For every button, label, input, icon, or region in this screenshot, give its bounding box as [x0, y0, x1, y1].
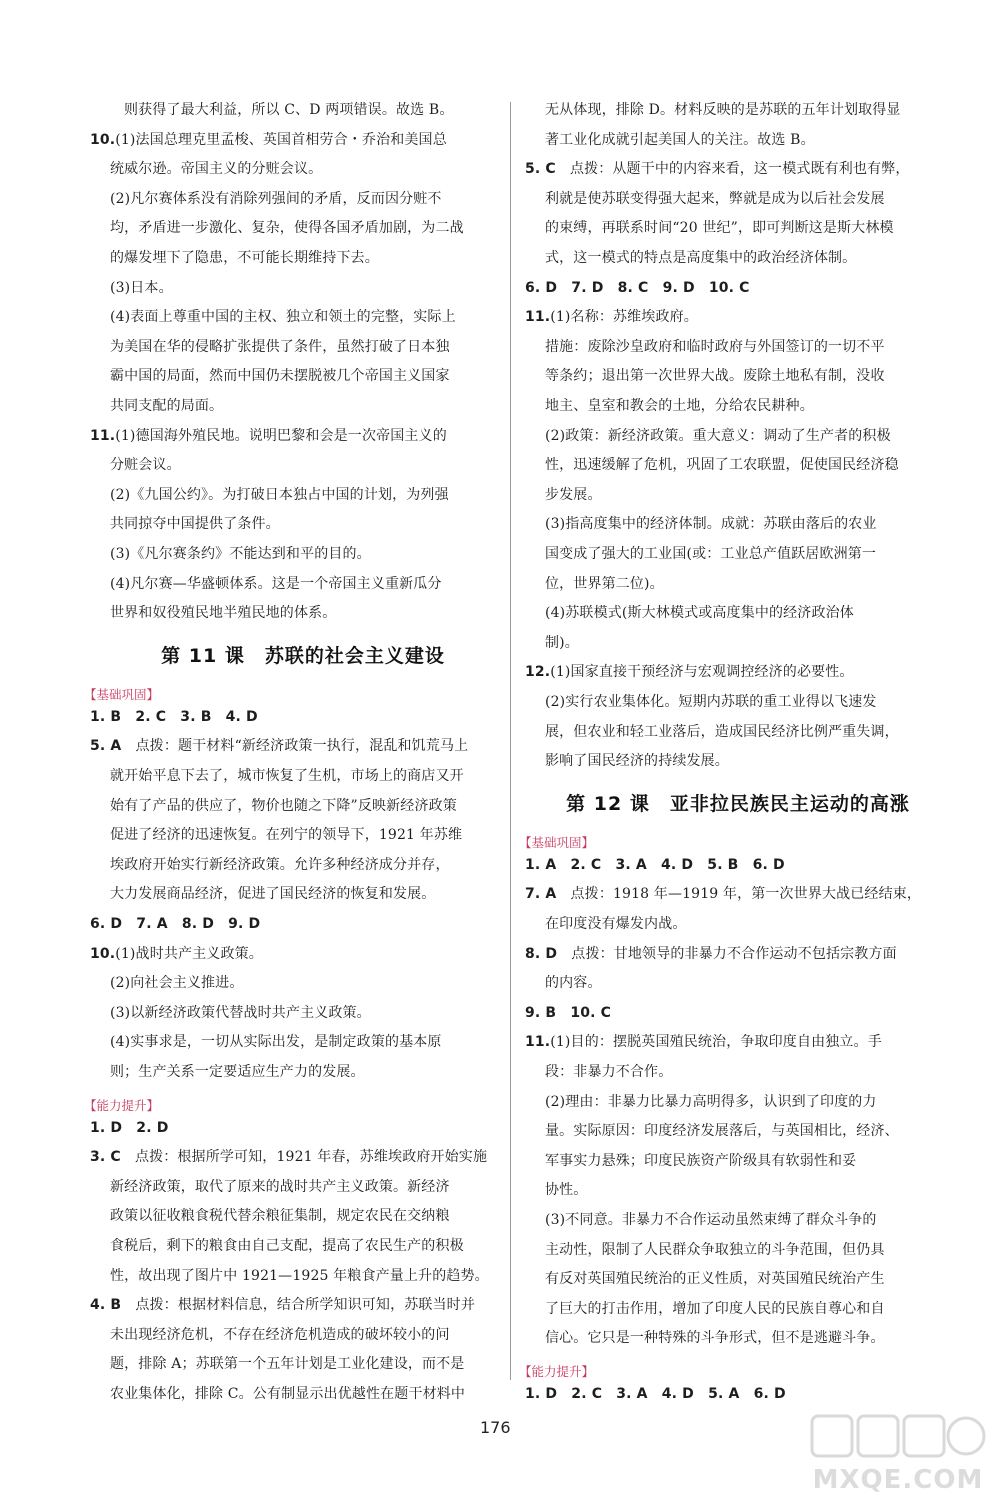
answer-text: 1. A 2. C 3. A 4. D 5. B 6. D [525, 856, 785, 873]
answer-text: 点拨：根据材料信息，结合所学知识可知，苏联当时并 [121, 1297, 475, 1314]
answer-text: (2)政策：新经济政策。重大意义：调动了生产者的积极 [545, 427, 891, 444]
answer-text: 著工业化成就引起美国人的关注。故选 B。 [545, 131, 815, 148]
answer-line [110, 1384, 465, 1404]
question-number: 11. [525, 1034, 551, 1051]
answer-text: (1)战时共产主义政策。 [115, 945, 263, 962]
answer-line [525, 1032, 882, 1052]
answer-line [110, 825, 462, 845]
answer-text: 分赃会议。 [110, 457, 181, 474]
answer-text: 均，矛盾进一步激化、复杂，使得各国矛盾加剧，为二战 [110, 220, 464, 237]
answer-text: 共同支配的局面。 [110, 398, 224, 414]
answer-line [110, 1062, 365, 1082]
answer-text: (2)理由：非暴力比暴力高明得多，认识到了印度的力 [545, 1093, 877, 1110]
answer-line [545, 426, 891, 446]
answer-line [90, 736, 468, 756]
answer-text: 则获得了最大利益，所以 C、D 两项错误。故选 B。 [124, 102, 454, 118]
answer-text: 性，迅速缓解了危机，巩固了工农联盟，促使国民经济稳 [545, 457, 899, 474]
question-number: 8. D [525, 945, 558, 962]
answer-text: 点拨：1918 年—1919 年，第一次世界大战已经结束， [556, 886, 922, 903]
answer-line [545, 751, 729, 771]
answer-key-line [525, 1003, 611, 1023]
answer-line [545, 1180, 587, 1200]
answer-text: (3)不同意。非暴力不合作运动虽然束缚了群众斗争的 [545, 1212, 877, 1228]
answer-line [110, 574, 442, 594]
answer-line [90, 1295, 475, 1315]
answer-text: 措施：废除沙皇政府和临时政府与外国签订的一切不平 [545, 338, 885, 355]
answer-text: (4)苏联模式(斯大林模式或高度集中的经济政治体 [545, 605, 854, 622]
answer-line [110, 307, 456, 327]
answer-key-line [90, 914, 260, 934]
lesson-title: 第 11 课 苏联的社会主义建设 [161, 644, 445, 667]
answer-line [110, 396, 223, 416]
answer-text: 6. D 7. A 8. D 9. D [90, 916, 261, 932]
answer-text: 始有了产品的供应了，物价也随之下降”反映新经济政策 [110, 797, 457, 814]
answer-line [545, 1210, 877, 1230]
answer-text: 的爆发埋下了隐患，不可能长期维持下去。 [110, 250, 379, 266]
answer-line [545, 692, 877, 712]
answer-line [525, 307, 698, 327]
answer-line [110, 1032, 442, 1052]
answer-line [110, 366, 450, 386]
answer-text: (4)表面上尊重中国的主权、独立和领土的完整，实际上 [110, 309, 456, 326]
answer-text: 6. D 7. D 8. C 9. D 10. C [525, 279, 750, 296]
answer-text: (1)国家直接干预经济与宏观调控经济的必要性。 [550, 664, 854, 681]
answer-line [124, 100, 453, 120]
question-number: 5. A [90, 738, 122, 755]
answer-text: 1. D 2. C 3. A 4. D 5. A 6. D [525, 1386, 786, 1402]
answer-text: 地主、皇室和教会的土地，分给农民耕种。 [545, 398, 814, 414]
answer-key-line [90, 1118, 168, 1138]
answer-line [545, 485, 602, 505]
answer-line [110, 1177, 450, 1197]
answer-line [545, 130, 815, 150]
answer-line [110, 766, 464, 786]
answer-text: 未出现经济危机，不存在经济危机造成的破坏较小的问 [110, 1326, 450, 1343]
answer-line [110, 1354, 464, 1374]
section-tag: 【基础巩固】 [84, 686, 160, 702]
answer-text: 就开始平息下去了，城市恢复了生机，市场上的商店又开 [110, 768, 464, 784]
question-number: 7. A [525, 886, 557, 903]
answer-line [110, 603, 336, 623]
question-number: 11. [90, 427, 116, 444]
answer-text: 则；生产关系一定要适应生产力的发展。 [110, 1064, 365, 1080]
answer-text: 世界和奴役殖民地半殖民地的体系。 [110, 605, 337, 622]
column-divider [510, 102, 511, 1380]
answer-line [545, 1299, 885, 1319]
question-number: 11. [525, 309, 551, 326]
answer-text: 式，这一模式的特点是高度集中的政治经济体制。 [545, 250, 857, 266]
answer-text: 等条约；退出第一次世界大战。废除土地私有制，没收 [545, 368, 885, 385]
answer-line [545, 366, 885, 386]
answer-line [545, 337, 885, 357]
answer-key-line [525, 278, 750, 298]
answer-text: 无从体现，排除 D。材料反映的是苏联的五年计划取得显 [545, 102, 901, 118]
answer-text: 点拨：从题干中的内容来看，这一模式既有利也有弊， [555, 161, 910, 178]
section-tag: 【能力提升】 [84, 1097, 160, 1113]
answer-text: 点拨：题干材料“新经济政策一执行，混乱和饥荒马上 [121, 738, 469, 755]
answer-text: 1. D 2. D [90, 1119, 169, 1136]
answer-text: (4)凡尔赛—华盛顿体系。这是一个帝国主义重新瓜分 [110, 575, 442, 592]
answer-line [525, 884, 921, 904]
answer-text: 政策以征收粮食税代替余粮征集制，规定农民在交纳粮 [110, 1208, 450, 1225]
answer-text: (3)指高度集中的经济体制。成就：苏联由落后的农业 [545, 516, 877, 533]
answer-line [545, 633, 579, 653]
answer-line [545, 1328, 885, 1348]
answer-text: 量。实际原因：印度经济发展落后，与英国相比，经济、 [545, 1123, 899, 1140]
answer-text: 主动性，限制了人民群众争取独立的斗争范围，但仍具 [545, 1241, 885, 1258]
answer-text: (3)以新经济政策代替战时共产主义政策。 [110, 1004, 371, 1021]
answer-text: 新经济政策，取代了原来的战时共产主义政策。新经济 [110, 1178, 450, 1195]
answer-line [90, 944, 263, 964]
answer-line [110, 855, 450, 875]
answer-line [545, 722, 899, 742]
answer-key-line [90, 707, 258, 727]
question-number: 10. [90, 131, 116, 148]
answer-line [90, 130, 447, 150]
answer-line [110, 337, 450, 357]
answer-line [110, 218, 464, 238]
answer-line [110, 796, 457, 816]
section-tag: 【能力提升】 [519, 1364, 595, 1379]
answer-line [545, 603, 854, 623]
question-number: 5. C [525, 161, 556, 178]
svg-text:MXQE.COM: MXQE.COM [812, 1465, 984, 1495]
answer-text: 国变成了强大的工业国(或：工业总产值跃居欧洲第一 [545, 546, 877, 562]
answer-text: 点拨：根据所学可知，1921 年春，苏维埃政府开始实施 [120, 1149, 488, 1166]
answer-line [545, 248, 856, 268]
answer-line [545, 1151, 856, 1171]
answer-text: (1)法国总理克里孟梭、英国首相劳合・乔治和美国总 [115, 131, 447, 148]
answer-text: (3)《凡尔赛条约》不能达到和平的目的。 [110, 546, 371, 562]
answer-line [545, 1062, 672, 1082]
answer-text: 农业集体化，排除 C。公有制显示出优越性在题干材料中 [110, 1386, 466, 1402]
answer-line [110, 514, 280, 534]
answer-text: 的内容。 [545, 975, 602, 992]
answer-line [90, 426, 447, 446]
answer-text: (1)德国海外殖民地。说明巴黎和会是一次帝国主义的 [115, 427, 447, 444]
answer-line [545, 1121, 899, 1141]
answer-line [110, 973, 243, 993]
answer-text: 促进了经济的迅速恢复。在列宁的领导下，1921 年苏维 [110, 827, 463, 844]
answer-text: 位，世界第二位)。 [545, 575, 664, 592]
answer-line [90, 1147, 487, 1167]
answer-text: 埃政府开始实行新经济政策。允许多种经济成分并存， [110, 856, 450, 873]
question-number: 4. B [90, 1297, 122, 1314]
answer-text: 为美国在华的侵略扩张提供了条件，虽然打破了日本独 [110, 338, 450, 355]
answer-text: (1)目的：摆脱英国殖民统治，争取印度自由独立。手 [550, 1034, 882, 1051]
answer-line [110, 159, 322, 179]
answer-text: (1)名称：苏维埃政府。 [550, 309, 698, 326]
answer-text: 的束缚，再联系时间“20 世纪”，即可判断这是斯大林模 [545, 220, 894, 237]
answer-text: 题，排除 A；苏联第一个五年计划是工业化建设，而不是 [110, 1356, 465, 1373]
answer-line [545, 973, 602, 993]
answer-text: 军事实力悬殊；印度民族资产阶级具有软弱性和妥 [545, 1152, 857, 1169]
answer-text: 步发展。 [545, 486, 602, 503]
answer-line [110, 1206, 450, 1226]
answer-line [110, 1325, 450, 1345]
answer-line [110, 248, 379, 268]
answer-text: (3)日本。 [110, 279, 173, 296]
answer-line [110, 1003, 371, 1023]
answer-text: 制)。 [545, 634, 579, 651]
answer-line [545, 100, 901, 120]
answer-line [525, 159, 910, 179]
answer-text: 1. B 2. C 3. B 4. D [90, 708, 258, 725]
answer-line [545, 396, 814, 416]
question-number: 12. [525, 664, 551, 681]
answer-line [525, 662, 854, 682]
answer-text: 共同掠夺中国提供了条件。 [110, 516, 280, 533]
answer-line [110, 544, 371, 564]
answer-text: 霸中国的局面，然而中国仍未摆脱被几个帝国主义国家 [110, 368, 450, 385]
answer-line [110, 485, 449, 505]
answer-text: 大力发展商品经济，促进了国民经济的恢复和发展。 [110, 886, 436, 903]
answer-line [545, 574, 664, 594]
watermark-logo [808, 1410, 988, 1500]
answer-line [110, 278, 173, 298]
answer-text: 9. B 10. C [525, 1004, 612, 1021]
section-tag: 【基础巩固】 [519, 834, 595, 850]
answer-line [110, 1266, 489, 1286]
answer-text: 有反对英国殖民统治的正义性质，对英国殖民统治产生 [545, 1271, 885, 1288]
answer-line [110, 884, 435, 904]
answer-text: (2)实行农业集体化。短期内苏联的重工业得以飞速发 [545, 694, 877, 710]
answer-text: 点拨：甘地领导的非暴力不合作运动不包括宗教方面 [557, 945, 897, 962]
answer-line [110, 1236, 464, 1256]
answer-text: (4)实事求是，一切从实际出发，是制定政策的基本原 [110, 1034, 442, 1051]
answer-text: 性，故出现了图片中 1921—1925 年粮食产量上升的趋势。 [110, 1267, 489, 1284]
answer-line [545, 1269, 885, 1289]
answer-line [545, 514, 877, 534]
answer-key-line [525, 1384, 786, 1404]
answer-line [545, 544, 876, 564]
answer-line [545, 189, 885, 209]
answer-text: 统威尔逊。帝国主义的分赃会议。 [110, 161, 323, 178]
question-number: 10. [90, 945, 116, 962]
answer-text: 展，但农业和轻工业落后，造成国民经济比例严重失调， [545, 723, 899, 740]
answer-line [545, 1240, 885, 1260]
answer-text: 段：非暴力不合作。 [545, 1064, 673, 1080]
answer-line [110, 455, 181, 475]
answer-text: 了巨大的打击作用，增加了印度人民的民族自尊心和自 [545, 1300, 885, 1317]
answer-text: (2)《九国公约》。为打破日本独占中国的计划，为列强 [110, 486, 449, 503]
answer-text: 利就是使苏联变得强大起来，弊就是成为以后社会发展 [545, 190, 885, 207]
answer-key-line [525, 855, 785, 875]
answer-line [545, 1092, 877, 1112]
answer-line [110, 189, 442, 209]
answer-text: 协性。 [545, 1182, 588, 1199]
lesson-title: 第 12 课 亚非拉民族民主运动的高涨 [566, 792, 910, 815]
answer-line [545, 218, 894, 238]
answer-line [545, 455, 899, 475]
answer-line [545, 914, 687, 934]
question-number: 3. C [90, 1149, 121, 1166]
page-number: 176 [480, 1418, 511, 1437]
answer-text: (2)向社会主义推进。 [110, 975, 244, 992]
answer-text: 影响了国民经济的持续发展。 [545, 753, 729, 770]
answer-text: 信心。它只是一种特殊的斗争形式，但不是逃避斗争。 [545, 1330, 885, 1347]
answer-line [525, 944, 897, 964]
answer-text: 食税后，剩下的粮食由自己支配，提高了农民生产的积极 [110, 1238, 464, 1254]
answer-text: (2)凡尔赛体系没有消除列强间的矛盾，反而因分赃不 [110, 190, 442, 207]
answer-text: 在印度没有爆发内战。 [545, 916, 687, 932]
